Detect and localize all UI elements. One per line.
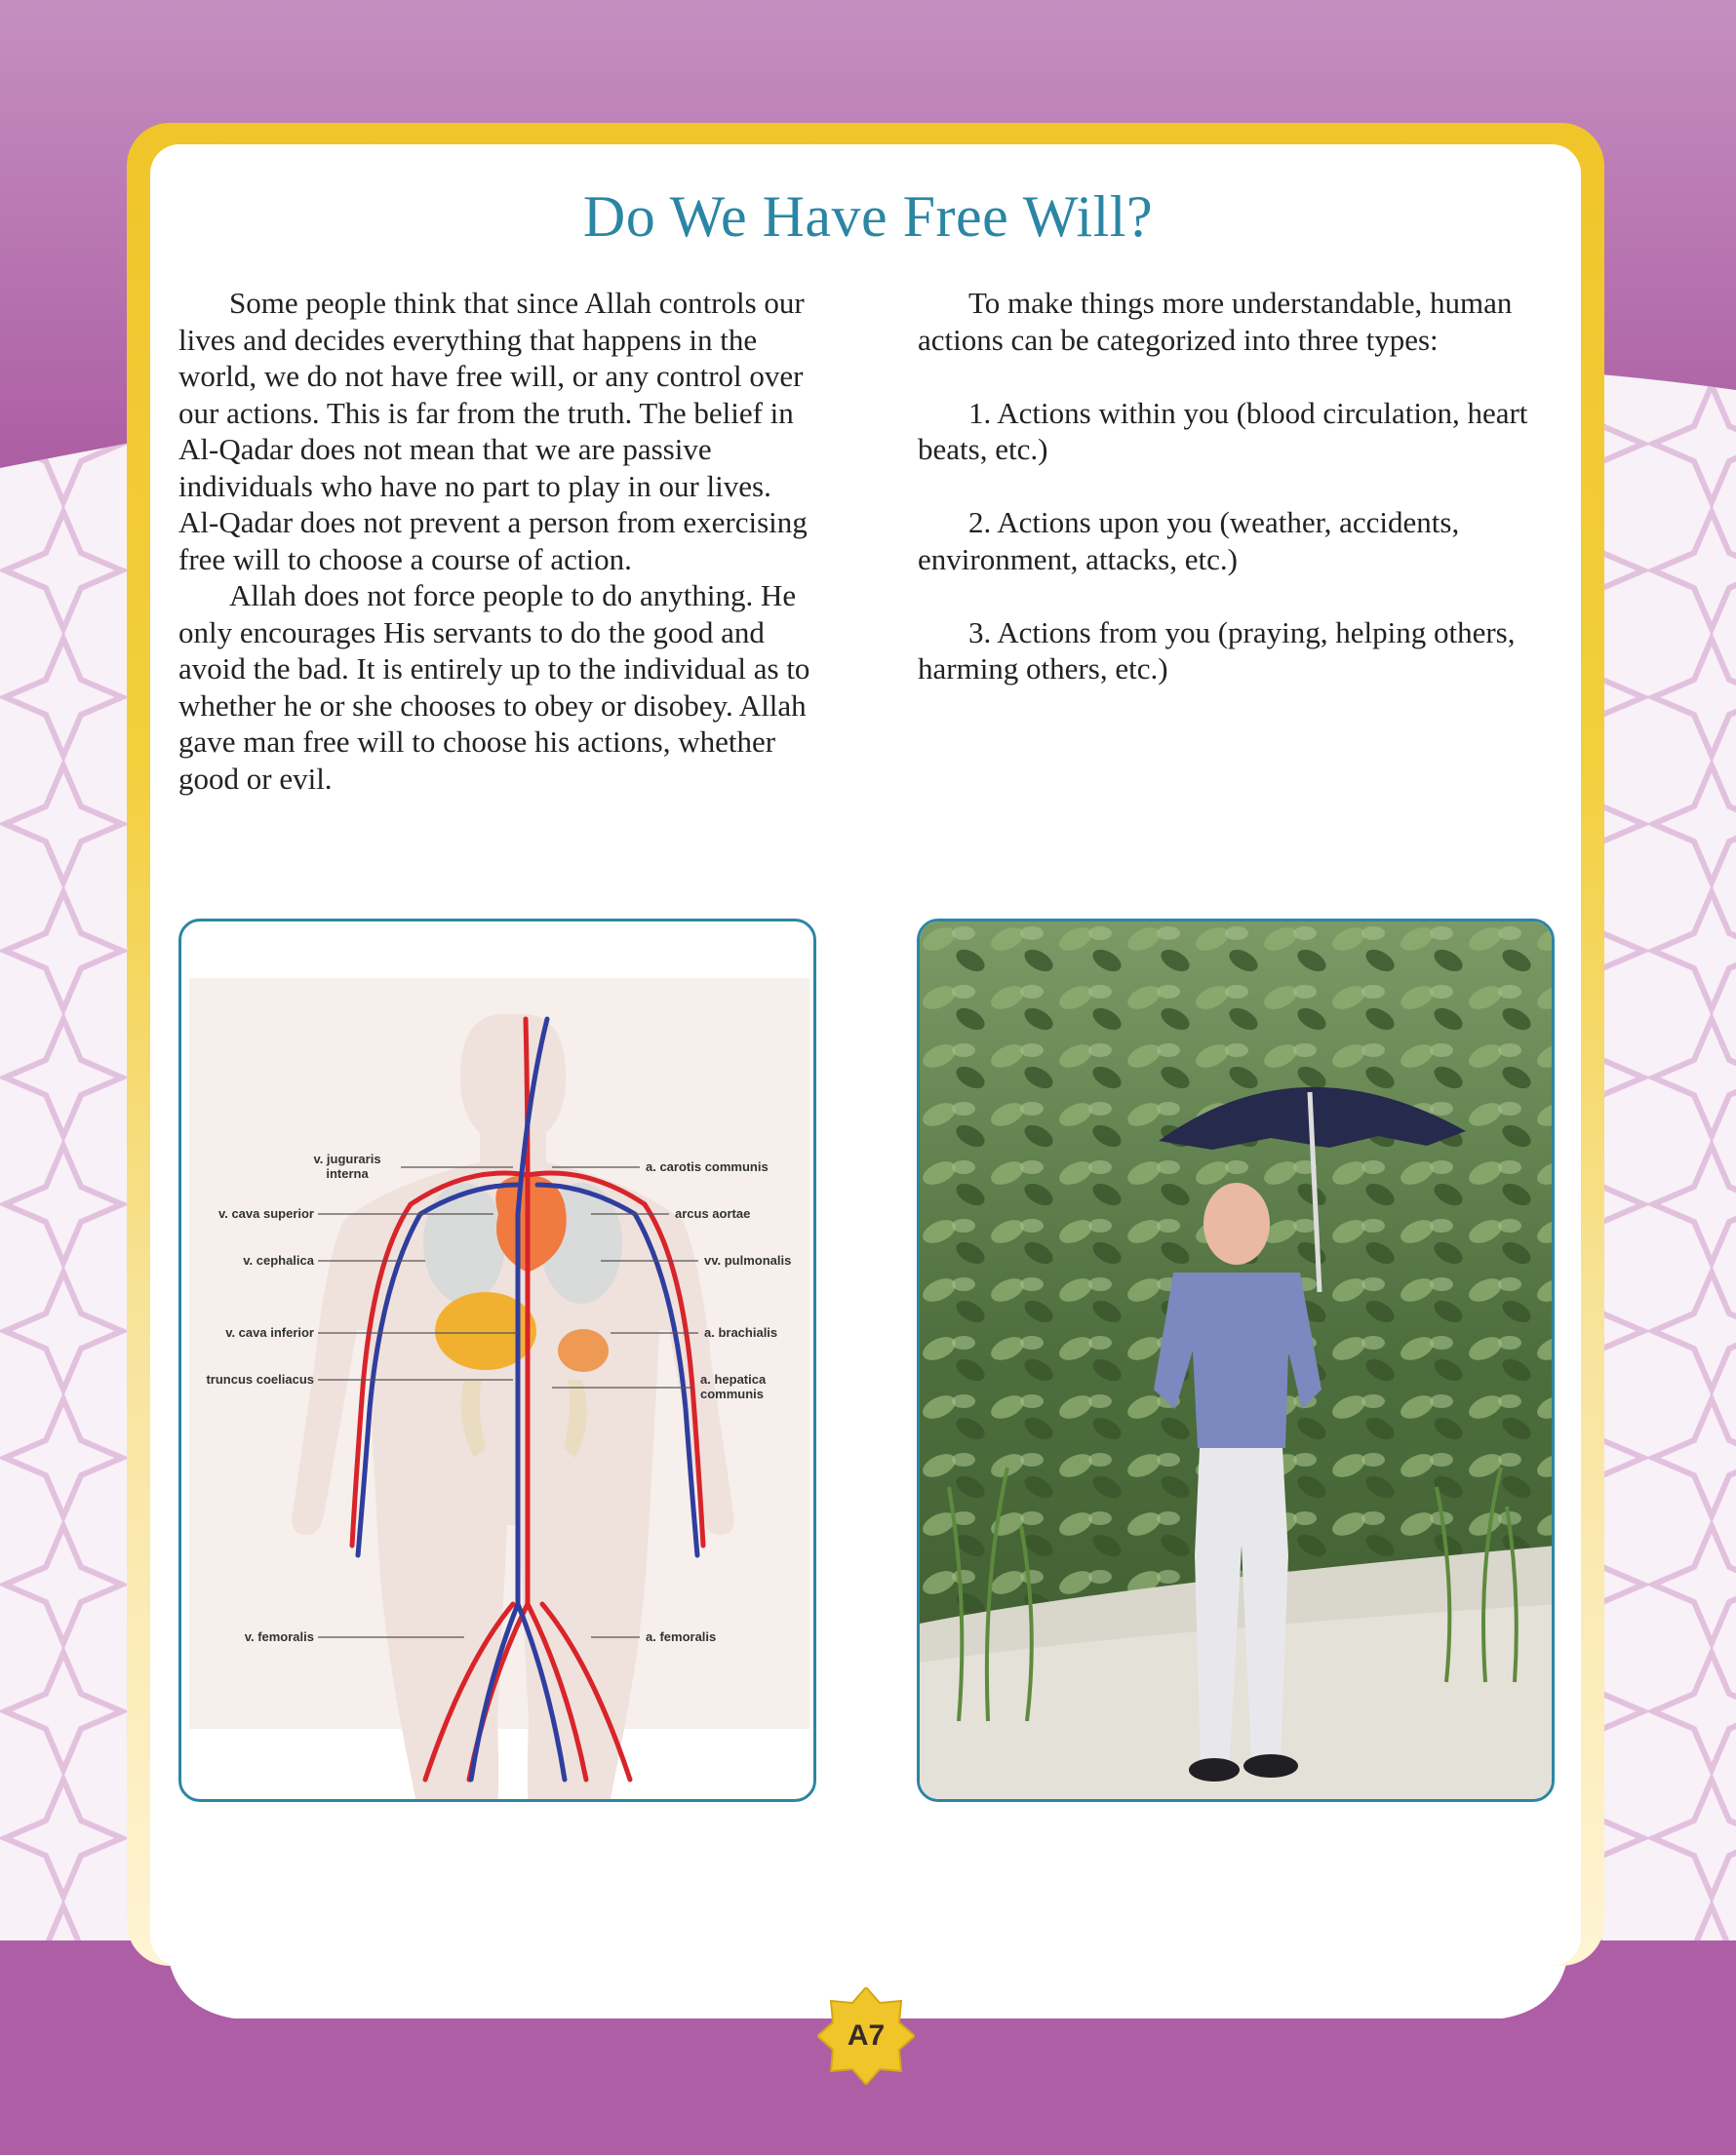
action-type-3: 3. Actions from you (praying, helping others, harming others, etc.) (918, 614, 1516, 686)
label-v-cava-superior: v. cava superior (217, 1206, 314, 1221)
circulatory-diagram-frame (178, 919, 816, 1802)
man-head (1203, 1183, 1270, 1265)
page-number: A7 (847, 2019, 886, 2052)
label-truncus-coeliacus: truncus coeliacus (206, 1372, 314, 1387)
label-v-cava-inferior: v. cava inferior (225, 1325, 314, 1340)
label-vv-pulmonalis: vv. pulmonalis (704, 1253, 792, 1268)
label-v-jugularis: v. juguraris interna (313, 1152, 381, 1181)
action-type-2: 2. Actions upon you (weather, accidents, environment, attacks, etc.) (918, 505, 1460, 576)
right-intro: To make things more understandable, human actions can be categorized into three types: (918, 286, 1513, 357)
action-type-1: 1. Actions within you (blood circulation, heart beats, etc.) (918, 395, 1528, 466)
liver (435, 1292, 536, 1370)
label-a-hepatica: a. hepatica communis (700, 1372, 767, 1401)
right-column (918, 285, 1552, 687)
label-a-femoralis: a. femoralis (646, 1629, 717, 1644)
circulatory-diagram-image (181, 921, 816, 1802)
left-paragraph-2: Allah does not force people to do anything. He only encourages His servants to do the good and avoid the bad. It is entirely up to the individual as to whether he or she chooses to obey or disobey. Allah gave man free will to choose his actions, whether good or evil. (178, 578, 810, 796)
page-title: Do We Have Free Will? (582, 184, 1154, 249)
left-paragraph-1: Some people think that since Allah controls our lives and decides everything that happens in the world, we do not have free will, or any control over our actions. This is far from the truth. The belief in Al-Qadar does not mean that we are passive individuals who have no part to play in our lives. Al-Qadar does not prevent a person from exercising free will to choose a course of action. (178, 286, 808, 576)
label-a-brachialis: a. brachialis (704, 1325, 778, 1340)
label-v-cephalica: v. cephalica (243, 1253, 314, 1268)
lung-left (423, 1183, 505, 1304)
label-v-femoralis: v. femoralis (244, 1629, 314, 1644)
left-column (178, 285, 812, 797)
label-arcus-aortae: arcus aortae (675, 1206, 751, 1221)
umbrella-photo (920, 921, 1555, 1802)
umbrella-photo-frame (917, 919, 1555, 1802)
label-a-carotis: a. carotis communis (646, 1159, 769, 1174)
kidney-stomach (558, 1329, 609, 1372)
